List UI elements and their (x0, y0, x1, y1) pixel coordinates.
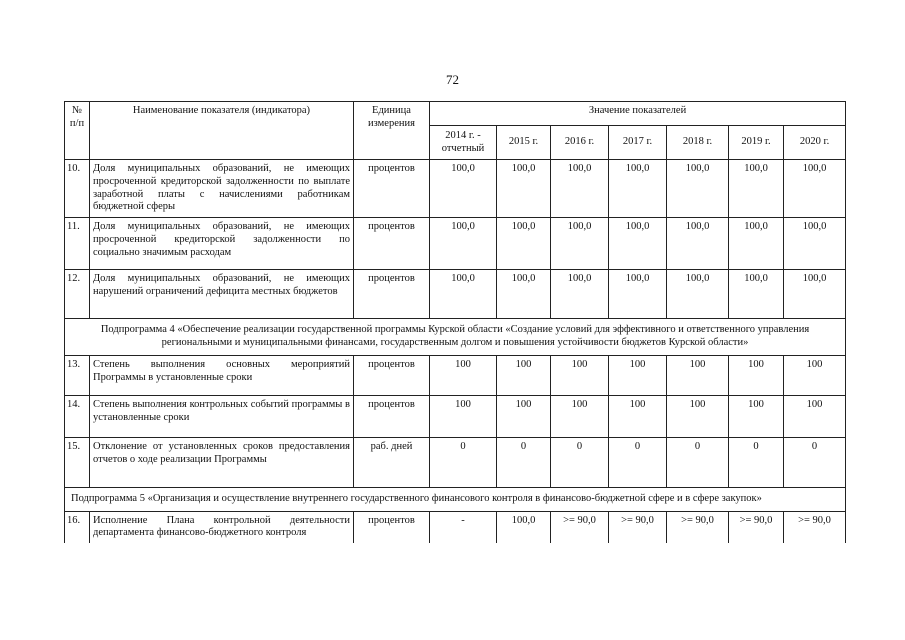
page-number: 72 (446, 72, 459, 87)
value-cell: 100 (784, 395, 846, 437)
value-cell: 100,0 (609, 218, 667, 270)
value-cell: 100 (609, 355, 667, 395)
subprogram-row (65, 319, 846, 356)
value-cell: 100,0 (551, 160, 609, 218)
indicator-name: Степень выполнения основных мероприятий Программы в установленные сроки (90, 355, 354, 395)
col-header-unit (354, 102, 430, 160)
value-cell: 100,0 (729, 270, 784, 319)
value-cell: 100,0 (497, 160, 551, 218)
table-row (65, 218, 846, 270)
value-cell: 100,0 (497, 511, 551, 543)
unit-cell: процентов (354, 355, 430, 395)
col-header-num-text: № п/п (69, 105, 85, 129)
table-row (65, 270, 846, 319)
subprogram-row (65, 487, 846, 511)
col-header-year: 2018 г. (667, 126, 729, 160)
value-cell: 100,0 (729, 218, 784, 270)
indicators-table (64, 101, 846, 543)
indicator-name: Доля муниципальных образований, не имеющих нарушений ограничений дефицита местных бюджетов (90, 270, 354, 319)
unit-cell: раб. дней (354, 437, 430, 487)
col-header-year: 2020 г. (784, 126, 846, 160)
indicator-name: Доля муниципальных образований, не имеющих просроченной кредиторской задолженности по выплате заработной платы с начислениями работникам бюджетной сферы (90, 160, 354, 218)
table-row (65, 160, 846, 218)
value-cell: 100 (729, 395, 784, 437)
value-cell: - (430, 511, 497, 543)
value-cell: 0 (551, 437, 609, 487)
value-cell: 100 (497, 355, 551, 395)
value-cell: 0 (609, 437, 667, 487)
col-header-year: 2015 г. (497, 126, 551, 160)
value-cell: >= 90,0 (784, 511, 846, 543)
table-row (65, 355, 846, 395)
value-cell: 100,0 (497, 218, 551, 270)
unit-cell: процентов (354, 218, 430, 270)
row-number: 15. (65, 437, 90, 487)
table-row (65, 395, 846, 437)
value-cell: 100 (729, 355, 784, 395)
row-number: 10. (65, 160, 90, 218)
table-row (65, 511, 846, 543)
unit-cell: процентов (354, 270, 430, 319)
value-cell: 100,0 (609, 270, 667, 319)
value-cell: 100,0 (784, 270, 846, 319)
value-cell: 100 (497, 395, 551, 437)
col-header-year: 2014 г. - отчетный (430, 126, 497, 160)
value-cell: >= 90,0 (667, 511, 729, 543)
value-cell: 100 (667, 395, 729, 437)
value-cell: 0 (667, 437, 729, 487)
col-header-year: 2017 г. (609, 126, 667, 160)
value-cell: 0 (784, 437, 846, 487)
row-number: 11. (65, 218, 90, 270)
indicator-name: Степень выполнения контрольных событий программы в установленные сроки (90, 395, 354, 437)
row-number: 16. (65, 511, 90, 543)
value-cell: 100,0 (729, 160, 784, 218)
value-cell: 100 (609, 395, 667, 437)
col-header-unit-text: Единица измерения (368, 105, 415, 129)
indicator-name: Отклонение от установленных сроков предоставления отчетов о ходе реализации Программы (90, 437, 354, 487)
value-cell: 100,0 (430, 218, 497, 270)
value-cell: 0 (497, 437, 551, 487)
col-header-name: Наименование показателя (индикатора) (90, 102, 354, 160)
value-cell: 100,0 (430, 160, 497, 218)
value-cell: 100,0 (667, 160, 729, 218)
unit-cell: процентов (354, 511, 430, 543)
value-cell: 100 (430, 395, 497, 437)
row-number: 14. (65, 395, 90, 437)
value-cell: 100,0 (430, 270, 497, 319)
value-cell: 100,0 (784, 160, 846, 218)
value-cell: 100,0 (784, 218, 846, 270)
value-cell: 100,0 (667, 218, 729, 270)
value-cell: >= 90,0 (609, 511, 667, 543)
unit-cell: процентов (354, 395, 430, 437)
col-header-num (65, 102, 90, 160)
table-row (65, 437, 846, 487)
row-number: 13. (65, 355, 90, 395)
value-cell: >= 90,0 (729, 511, 784, 543)
table-body (65, 160, 846, 544)
value-cell: 100,0 (667, 270, 729, 319)
indicator-name: Исполнение Плана контрольной деятельности департамента финансово-бюджетного контроля (90, 511, 354, 543)
value-cell: 100,0 (497, 270, 551, 319)
value-cell: 100,0 (551, 270, 609, 319)
value-cell: 0 (430, 437, 497, 487)
value-cell: 100,0 (551, 218, 609, 270)
unit-cell: процентов (354, 160, 430, 218)
col-header-year: 2016 г. (551, 126, 609, 160)
col-header-values-group: Значение показателей (430, 102, 846, 126)
value-cell: 0 (729, 437, 784, 487)
subprogram-title: Подпрограмма 4 «Обеспечение реализации государственной программы Курской области «Создание условий для эффективного и ответственного управления региональными и муниципальными финансами, государственным долгом и повышения устойчивости бюджетов Курской области» (65, 319, 846, 356)
value-cell: 100,0 (609, 160, 667, 218)
value-cell: 100 (667, 355, 729, 395)
value-cell: 100 (784, 355, 846, 395)
row-number: 12. (65, 270, 90, 319)
value-cell: 100 (551, 355, 609, 395)
value-cell: 100 (551, 395, 609, 437)
indicator-name: Доля муниципальных образований, не имеющих просроченной кредиторской задолженности по социально значимым расходам (90, 218, 354, 270)
value-cell: 100 (430, 355, 497, 395)
value-cell: >= 90,0 (551, 511, 609, 543)
col-header-year: 2019 г. (729, 126, 784, 160)
subprogram-title: Подпрограмма 5 «Организация и осуществление внутреннего государственного финансового контроля в финансово-бюджетной сфере и в сфере закупок» (65, 487, 846, 511)
